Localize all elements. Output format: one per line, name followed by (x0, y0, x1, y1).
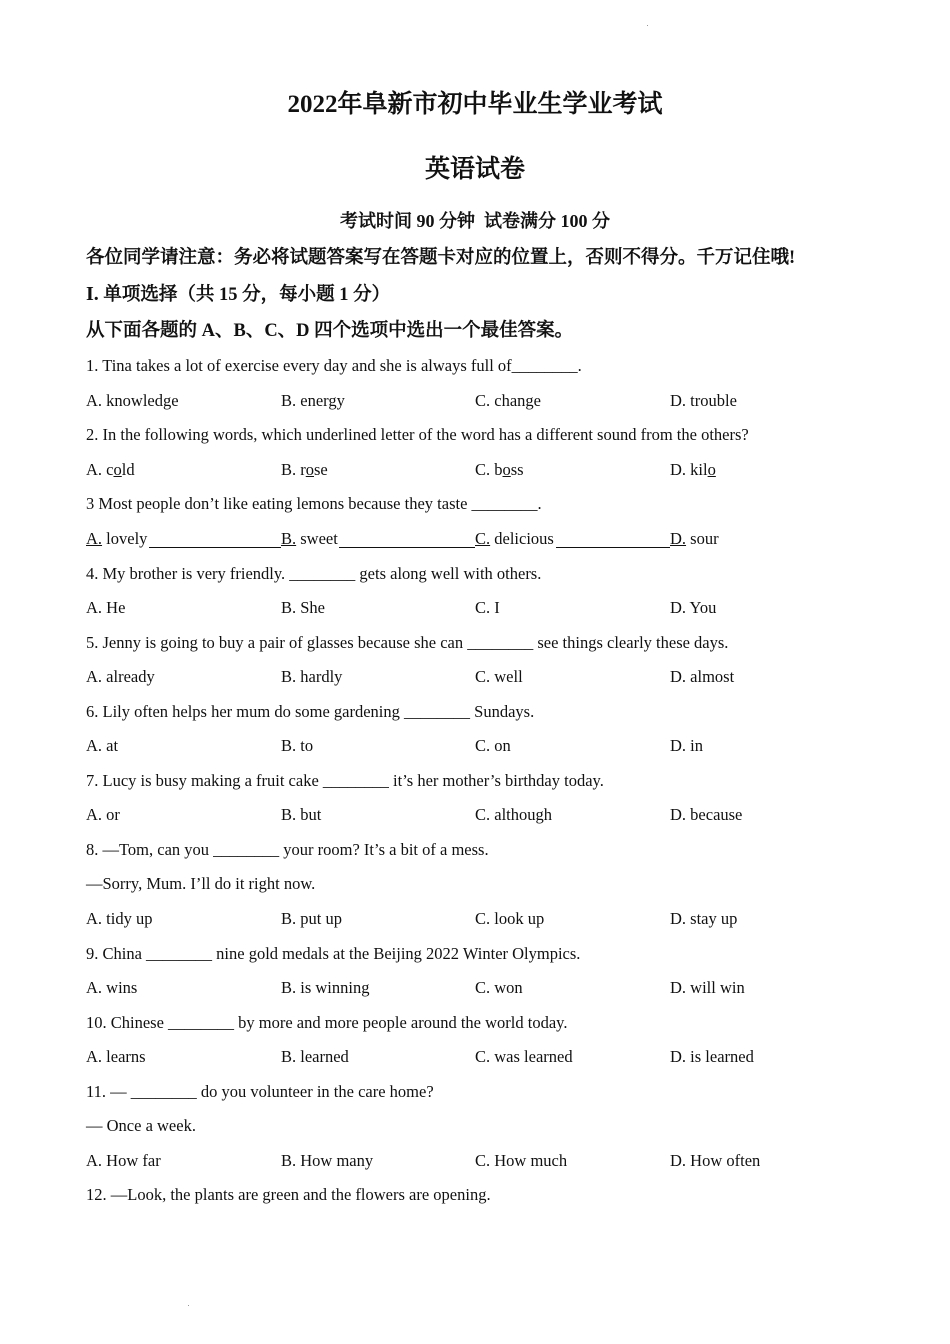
question-5-stem: 5. Jenny is going to buy a pair of glasses because she can ________ see things clearly these days. (86, 633, 729, 652)
q4-option-d: D. You (670, 598, 717, 617)
q1-option-d: D. trouble (670, 391, 737, 410)
question-6-stem: 6. Lily often helps her mum do some gardening ________ Sundays. (86, 702, 535, 721)
q10-option-b: B. learned (281, 1047, 349, 1066)
exam-info: 考试时间 90 分钟 试卷满分 100 分 (340, 211, 610, 231)
option-separator-line (556, 547, 670, 548)
section-heading (86, 281, 390, 308)
q11-option-d: D. How often (670, 1151, 761, 1170)
q2-option-c: C. boss (475, 460, 524, 479)
q5-option-b: B. hardly (281, 667, 343, 686)
notice: 各位同学请注意：务必将试题答案写在答题卡对应的位置上，否则不得分。千万记住哦! (86, 248, 796, 268)
q6-option-d: D. in (670, 736, 703, 755)
question-12-stem: 12. —Look, the plants are green and the flowers are opening. (86, 1185, 491, 1204)
q3-option-d: D. sour (670, 529, 719, 548)
question-7-stem: 7. Lucy is busy making a fruit cake ________ it’s her mother’s birthday today. (86, 771, 604, 790)
q5-option-d: D. almost (670, 667, 735, 686)
section-number: I. (86, 283, 99, 305)
question-4-stem: 4. My brother is very friendly. ________ gets along well with others. (86, 564, 542, 583)
q10-option-a: A. learns (86, 1047, 146, 1066)
q11-option-c: C. How much (475, 1151, 568, 1170)
q4-option-c: C. I (475, 598, 500, 617)
q4-option-b: B. She (281, 598, 326, 617)
underlined-letter: o (305, 460, 314, 479)
section-instruction: 从下面各题的 A、B、C、D 四个选项中选出一个最佳答案。 (86, 321, 574, 341)
q2-option-a: A. cold (86, 460, 135, 479)
exam-title: 2022年阜新市初中毕业生学业考试 (287, 91, 663, 118)
q8-option-b: B. put up (281, 909, 342, 928)
q11-option-a: A. How far (86, 1151, 161, 1170)
scan-dot (647, 25, 648, 26)
q8-option-c: C. look up (475, 909, 545, 928)
question-2-stem: 2. In the following words, which underlined letter of the word has a different sound from the others? (86, 425, 749, 444)
q9-option-c: C. won (475, 978, 523, 997)
q1-option-a: A. knowledge (86, 391, 179, 410)
q9-option-a: A. wins (86, 978, 138, 997)
q8-option-d: D. stay up (670, 909, 738, 928)
section-title: 单项选择（共 15 分，每小题 1 分） (103, 285, 391, 305)
q6-option-a: A. at (86, 736, 119, 755)
q6-option-c: C. on (475, 736, 511, 755)
q9-option-b: B. is winning (281, 978, 370, 997)
q2-option-d: D. kilo (670, 460, 716, 479)
underlined-letter: o (707, 460, 716, 479)
q1-option-c: C. change (475, 391, 541, 410)
question-10-stem: 10. Chinese ________ by more and more people around the world today. (86, 1013, 568, 1032)
exam-subject: 英语试卷 (424, 156, 525, 183)
option-separator-line (339, 547, 475, 548)
q3-option-c: C. delicious (475, 529, 554, 548)
q10-option-c: C. was learned (475, 1047, 573, 1066)
q5-option-a: A. already (86, 667, 155, 686)
q3-option-b: B. sweet (281, 529, 338, 548)
underlined-letter: o (502, 460, 511, 479)
question-11-stem: 11. — ________ do you volunteer in the care home? (86, 1082, 434, 1101)
q4-option-a: A. He (86, 598, 126, 617)
scan-dot (188, 1305, 189, 1306)
q9-option-d: D. will win (670, 978, 745, 997)
q7-option-d: D. because (670, 805, 743, 824)
q5-option-c: C. well (475, 667, 523, 686)
q8-option-a: A. tidy up (86, 909, 153, 928)
q6-option-b: B. to (281, 736, 314, 755)
question-8-stem: 8. —Tom, can you ________ your room? It’s a bit of a mess. (86, 840, 489, 859)
q7-option-b: B. but (281, 805, 322, 824)
question-1-stem: 1. Tina takes a lot of exercise every day and she is always full of________. (86, 356, 582, 375)
q2-option-b: B. rose (281, 460, 328, 479)
q11-option-b: B. How many (281, 1151, 374, 1170)
q3-option-a: A. lovely (86, 529, 148, 548)
q10-option-d: D. is learned (670, 1047, 754, 1066)
question-11-reply: — Once a week. (86, 1116, 196, 1135)
question-3-stem: 3 Most people don’t like eating lemons because they taste ________. (86, 494, 542, 513)
question-8-reply: —Sorry, Mum. I’ll do it right now. (86, 874, 316, 893)
question-9-stem: 9. China ________ nine gold medals at the Beijing 2022 Winter Olympics. (86, 944, 581, 963)
underlined-letter: o (113, 460, 122, 479)
option-separator-line (149, 547, 281, 548)
q1-option-b: B. energy (281, 391, 345, 410)
q7-option-c: C. although (475, 805, 552, 824)
q7-option-a: A. or (86, 805, 120, 824)
